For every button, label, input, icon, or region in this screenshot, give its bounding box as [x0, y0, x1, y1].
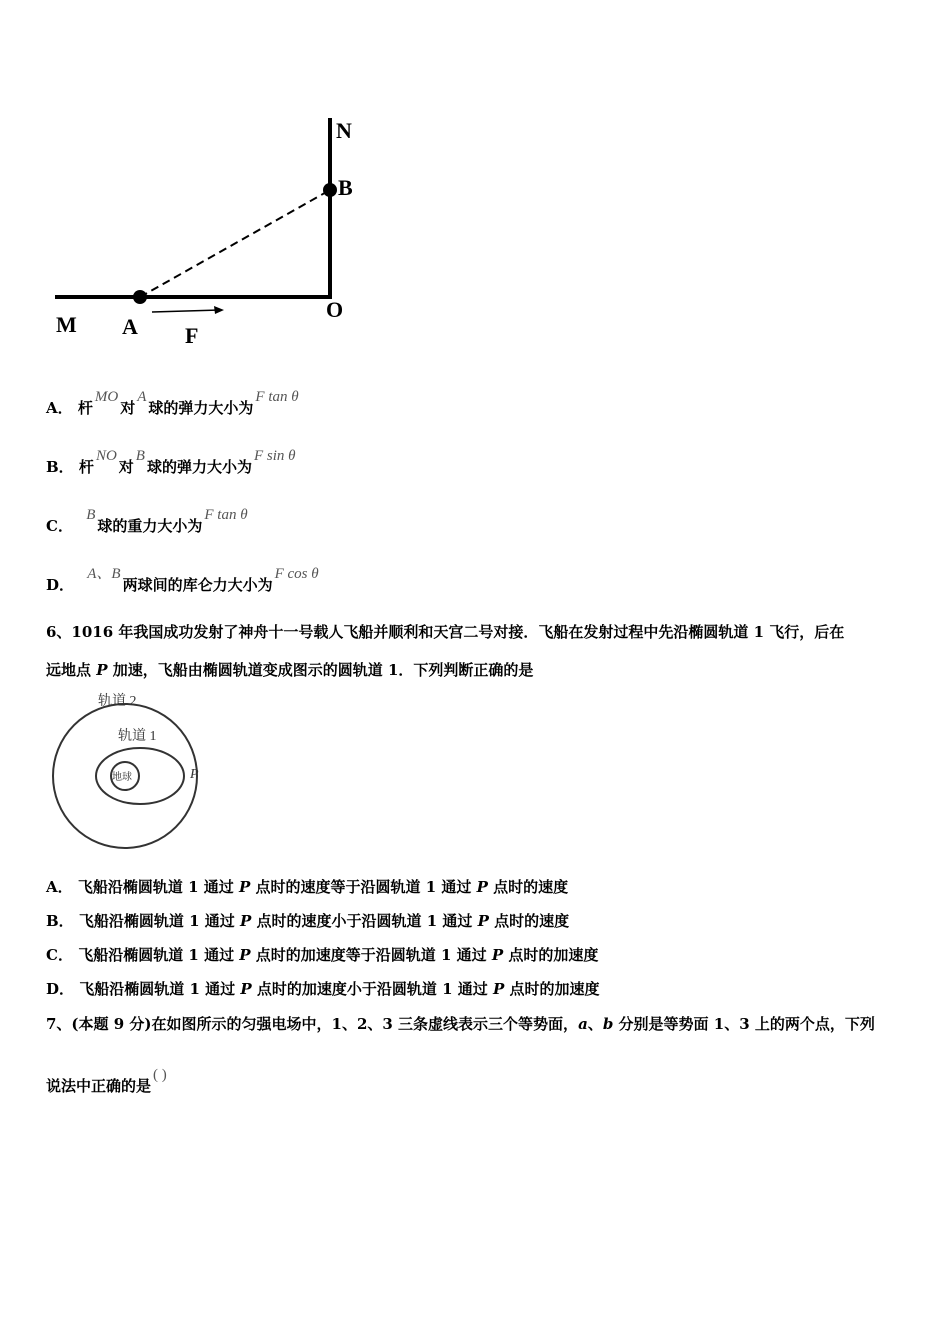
- option-letter: A．: [46, 399, 73, 417]
- point-p: P: [239, 946, 251, 964]
- option-letter: B．: [46, 912, 74, 930]
- var-b: b: [602, 1015, 614, 1033]
- option-letter: D．: [46, 980, 75, 998]
- q7-text: 7、(本题 9 分)在如图所示的匀强电场中，1、2、3 三条虚线表示三个等势面，: [46, 1015, 579, 1033]
- answer-paren: ( ): [153, 1067, 167, 1083]
- option-text: 点时的加速度: [504, 980, 600, 998]
- q6-option-c: [46, 944, 598, 965]
- q6-stem-line2: [46, 659, 533, 680]
- option-text: 杆: [77, 399, 93, 417]
- math-formula: F tan θ: [255, 389, 299, 405]
- option-text: 点时的速度: [487, 878, 569, 896]
- ball-b: [323, 183, 337, 197]
- option-text: 飞船沿椭圆轨道 1 通过: [78, 912, 241, 930]
- option-text: 球的弹力大小为: [146, 458, 252, 476]
- label-n: N: [336, 118, 352, 143]
- math-formula: F cos θ: [274, 566, 319, 582]
- math-symbol: A、B: [87, 566, 121, 582]
- q6-option-b: [46, 910, 569, 931]
- label-b: B: [338, 175, 353, 200]
- q6-stem-line1: 6、1016 年我国成功发射了神舟十一号载人飞船并顺利和天宫二号对接．飞船在发射过程中先沿椭圆轨道 1 飞行，后在: [46, 623, 845, 641]
- earth-label: 地球: [112, 772, 132, 783]
- q7-text: 说法中正确的是: [46, 1077, 152, 1095]
- q6-text: 远地点: [46, 661, 97, 679]
- option-text: 点时的速度小于沿圆轨道 1 通过: [251, 912, 478, 930]
- point-p: P: [491, 946, 504, 964]
- q7-stem-line2: [46, 1067, 169, 1096]
- orbit-1-label: 轨道 1: [118, 729, 157, 744]
- q5-option-d: [46, 566, 321, 595]
- option-text: 飞船沿椭圆轨道 1 通过: [77, 878, 239, 896]
- option-text: 球的弹力大小为: [148, 399, 254, 417]
- option-text: 两球间的库仑力大小为: [122, 576, 273, 594]
- point-p: P: [238, 878, 251, 896]
- option-letter: C．: [46, 517, 73, 535]
- option-text: 点时的加速度小于沿圆轨道 1 通过: [251, 980, 493, 998]
- q7-text: 分别是等势面 1、3 上的两个点，下列: [613, 1015, 875, 1033]
- q7-stem-line1: [46, 1013, 875, 1034]
- orbit-2-label: 轨道 2: [98, 694, 137, 709]
- var-a: a: [578, 1015, 588, 1033]
- orbit-figure: [40, 688, 220, 853]
- label-o: O: [326, 297, 344, 322]
- math-symbol: B: [86, 507, 96, 523]
- force-arrowhead: [214, 306, 224, 314]
- option-text: 点时的速度等于沿圆轨道 1 通过: [250, 878, 477, 896]
- math-symbol: NO: [95, 448, 117, 464]
- q5-option-b: [46, 448, 298, 477]
- q6-option-a: [46, 876, 568, 897]
- option-letter: A．: [46, 878, 73, 896]
- force-arrow: [152, 310, 220, 312]
- label-f: F: [185, 323, 199, 348]
- option-text: 点时的加速度等于沿圆轨道 1 通过: [250, 946, 492, 964]
- math-symbol: A: [137, 389, 147, 405]
- rod-figure: [40, 110, 380, 360]
- q5-option-c: [46, 507, 250, 536]
- option-text: 飞船沿椭圆轨道 1 通过: [78, 946, 240, 964]
- point-p-label: P: [190, 767, 199, 782]
- dashed-ab: [140, 190, 330, 297]
- label-a: A: [122, 314, 138, 339]
- option-text: 对: [118, 458, 134, 476]
- q6-option-d: [46, 978, 599, 999]
- q5-option-a: [46, 389, 301, 418]
- option-letter: C．: [46, 946, 73, 964]
- ball-a: [133, 290, 147, 304]
- option-text: 球的重力大小为: [97, 517, 203, 535]
- point-p: P: [96, 661, 108, 679]
- math-formula: F sin θ: [253, 448, 296, 464]
- option-text: 点时的速度: [488, 912, 570, 930]
- point-p: P: [476, 878, 488, 896]
- q7-text: 、: [587, 1015, 603, 1033]
- math-formula: F tan θ: [204, 507, 248, 523]
- point-p: P: [240, 980, 252, 998]
- point-p: P: [492, 980, 505, 998]
- math-symbol: MO: [94, 389, 119, 405]
- label-m: M: [56, 312, 77, 337]
- option-text: 对: [120, 399, 136, 417]
- option-text: 飞船沿椭圆轨道 1 通过: [79, 980, 241, 998]
- math-symbol: B: [135, 448, 145, 464]
- option-text: 杆: [78, 458, 94, 476]
- option-letter: B．: [46, 458, 74, 476]
- point-p: P: [240, 912, 252, 930]
- q6-text: 加速，飞船由椭圆轨道变成图示的圆轨道 1．下列判断正确的是: [107, 661, 534, 679]
- option-text: 点时的加速度: [503, 946, 599, 964]
- option-letter: D．: [46, 576, 75, 594]
- point-p: P: [477, 912, 489, 930]
